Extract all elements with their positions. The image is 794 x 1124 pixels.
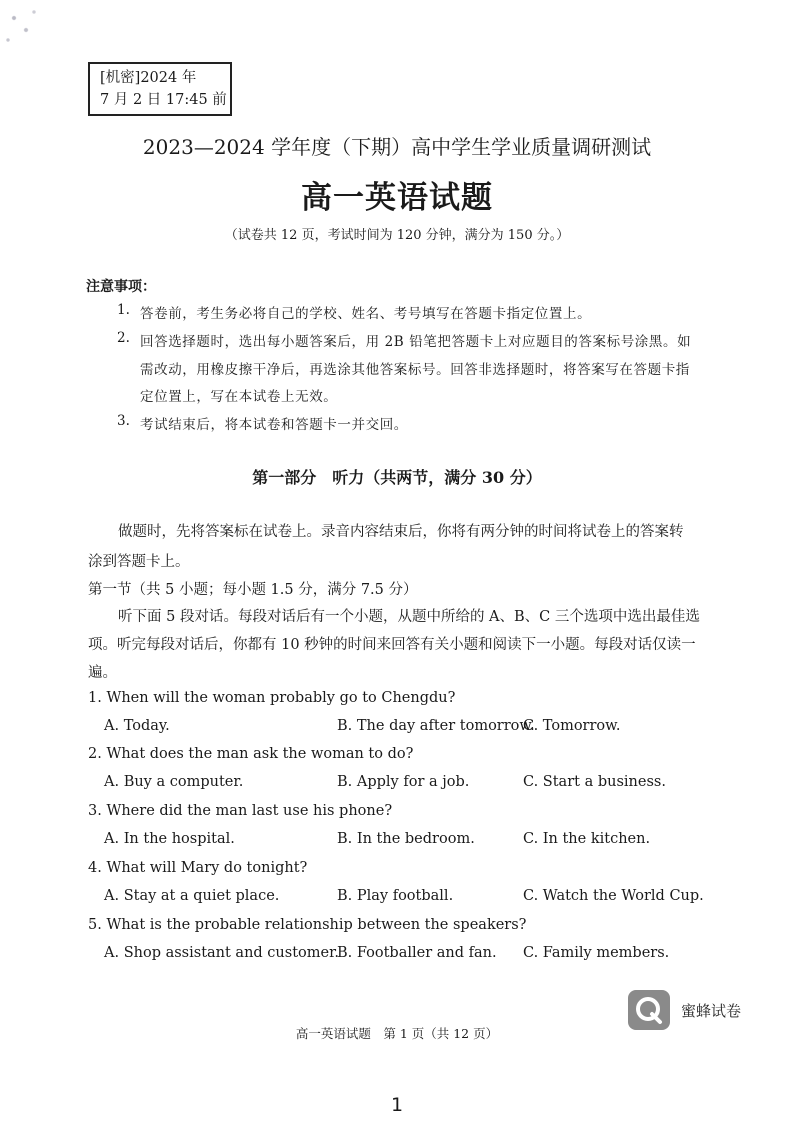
notice-item-number: 1. [117, 302, 130, 318]
scan-mark [0, 0, 48, 56]
page-number: 1 [390, 1094, 404, 1116]
question-5: 5. What is the probable relationship between the speakers? [88, 917, 527, 933]
question-1-option-b: B. The day after tomorrow. [337, 718, 535, 734]
part1-intro-line: 做题时，先将答案标在试卷上。录音内容结束后，你将有两分钟的时间将试卷上的答案转 [118, 524, 684, 540]
question-4-option-a: A. Stay at a quiet place. [104, 888, 280, 904]
confidential-box [88, 62, 232, 116]
section1-instruction-line: 听下面 5 段对话。每段对话后有一个小题，从题中所给的 A、B、C 三个选项中选出最佳选 [118, 609, 700, 625]
section1-instruction-line: 项。听完每段对话后，你都有 10 秒钟的时间来回答有关小题和阅读下一小题。每段对话仅读一 [88, 637, 696, 653]
question-4: 4. What will Mary do tonight? [88, 860, 308, 876]
question-2-option-a: A. Buy a computer. [104, 774, 244, 790]
question-3-option-b: B. In the bedroom. [337, 831, 475, 847]
question-2-option-c: C. Start a business. [523, 774, 666, 790]
notice-item-number: 2. [117, 330, 130, 346]
question-5-option-c: C. Family members. [523, 945, 670, 961]
notice-item-line: 答卷前，考生务必将自己的学校、姓名、考号填写在答题卡指定位置上。 [140, 306, 592, 322]
question-4-option-b: B. Play football. [337, 888, 454, 904]
exam-info: （试卷共 12 页，考试时间为 120 分钟，满分为 150 分。） [224, 228, 570, 243]
confidential-line-2: 7 月 2 日 17:45 前 [100, 92, 227, 108]
question-5-option-a: A. Shop assistant and customer. [104, 945, 340, 961]
question-2-option-b: B. Apply for a job. [337, 774, 470, 790]
notice-item-number: 3. [117, 413, 130, 429]
notice-item-line: 定位置上，写在本试卷上无效。 [140, 389, 338, 405]
question-4-option-c: C. Watch the World Cup. [523, 888, 704, 904]
question-1-option-a: A. Today. [104, 718, 170, 734]
exam-subtitle: 高一英语试题 [301, 180, 493, 216]
question-3-option-c: C. In the kitchen. [523, 831, 651, 847]
notice-item-line: 回答选择题时，选出每小题答案后，用 2B 铅笔把答题卡上对应题目的答案标号涂黑。如 [140, 334, 692, 350]
notice-item-line: 需改动，用橡皮擦干净后，再选涂其他答案标号。回答非选择题时，将答案写在答题卡指 [140, 362, 690, 378]
notice-heading: 注意事项： [86, 279, 156, 295]
confidential-line-1: [机密]2024 年 [100, 70, 197, 86]
section1-heading: 第一节（共 5 小题；每小题 1.5 分，满分 7.5 分） [88, 582, 418, 598]
part1-heading: 第一部分 听力（共两节，满分 30 分） [252, 468, 542, 487]
question-1: 1. When will the woman probably go to Chengdu? [88, 690, 456, 706]
question-5-option-b: B. Footballer and fan. [337, 945, 497, 961]
question-2: 2. What does the man ask the woman to do? [88, 746, 414, 762]
notice-item-line: 考试结束后，将本试卷和答题卡一并交回。 [140, 417, 408, 433]
question-1-option-c: C. Tomorrow. [523, 718, 621, 734]
page-footer: 高一英语试题 第 1 页（共 12 页） [295, 1026, 499, 1041]
question-3-option-a: A. In the hospital. [104, 831, 235, 847]
section1-instruction-line: 遍。 [88, 665, 117, 681]
part1-intro-line: 涂到答题卡上。 [88, 554, 190, 570]
question-3: 3. Where did the man last use his phone? [88, 803, 393, 819]
watermark-text: 蜜蜂试卷 [681, 1002, 742, 1020]
exam-title: 2023—2024 学年度（下期）高中学生学业质量调研测试 [142, 135, 652, 159]
